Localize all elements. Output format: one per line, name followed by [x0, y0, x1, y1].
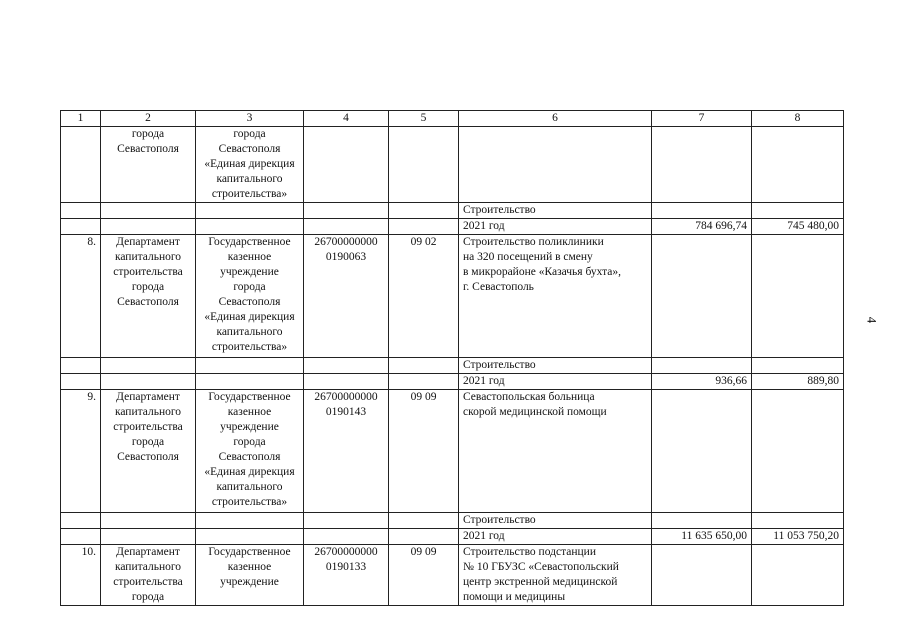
- table-cell-col3: [196, 513, 304, 529]
- table-cell-col6: Строительство: [459, 203, 652, 219]
- table-cell-col1: 8.: [61, 235, 101, 358]
- table-row: [61, 358, 844, 374]
- table-cell-col1: [61, 203, 101, 219]
- table-row: [61, 219, 844, 235]
- table-cell-col3: [196, 203, 304, 219]
- table-cell-col3: [196, 374, 304, 390]
- table-cell-col1: [61, 358, 101, 374]
- table-cell-col4: [304, 529, 389, 545]
- table-cell-col8: [752, 127, 844, 203]
- table-cell-col1: [61, 219, 101, 235]
- table-cell-col4: [304, 219, 389, 235]
- table-cell-col7: [652, 358, 752, 374]
- table-cell-col3: Государственное казенное учреждение города Севастополя «Единая дирекция капитального строительства»: [196, 235, 304, 358]
- table-cell-col5: [389, 529, 459, 545]
- table-cell-col5: 09 09: [389, 390, 459, 513]
- table-cell-col7: 11 635 650,00: [652, 529, 752, 545]
- table-cell-col1: [61, 513, 101, 529]
- table-cell-col5: 09 09: [389, 545, 459, 606]
- page-number: 4: [864, 316, 880, 324]
- header-cell-8: 8: [752, 111, 844, 127]
- header-cell-6: 6: [459, 111, 652, 127]
- table-row: [61, 513, 844, 529]
- table-cell-col6: Строительство: [459, 358, 652, 374]
- table-cell-col6: Севастопольская больница скорой медицинской помощи: [459, 390, 652, 513]
- header-cell-7: 7: [652, 111, 752, 127]
- table-cell-col8: 11 053 750,20: [752, 529, 844, 545]
- table-cell-col4: [304, 374, 389, 390]
- table-cell-col2: [101, 219, 196, 235]
- table-cell-col6: 2021 год: [459, 529, 652, 545]
- table-cell-col7: [652, 235, 752, 358]
- table-cell-col4: [304, 513, 389, 529]
- table-cell-col2: Департамент капитального строительства города: [101, 545, 196, 606]
- table-row: [61, 390, 844, 513]
- table-cell-col4: [304, 127, 389, 203]
- table-cell-col1: 9.: [61, 390, 101, 513]
- table-cell-col1: 10.: [61, 545, 101, 606]
- header-cell-1: 1: [61, 111, 101, 127]
- table-cell-col5: [389, 203, 459, 219]
- table-cell-col1: [61, 127, 101, 203]
- table-cell-col2: [101, 529, 196, 545]
- table-cell-col3: Государственное казенное учреждение: [196, 545, 304, 606]
- table-cell-col8: [752, 545, 844, 606]
- table-cell-col6: Строительство поликлиники на 320 посещений в смену в микрорайоне «Казачья бухта», г. Севастополь: [459, 235, 652, 358]
- table-cell-col1: [61, 374, 101, 390]
- table-cell-col7: [652, 390, 752, 513]
- header-cell-3: 3: [196, 111, 304, 127]
- table-row: [61, 235, 844, 358]
- table-cell-col6: Строительство подстанции № 10 ГБУЗС «Севастопольский центр экстренной медицинской помощи и медицины: [459, 545, 652, 606]
- table-cell-col3: [196, 358, 304, 374]
- table-cell-col8: [752, 235, 844, 358]
- table-cell-col5: 09 02: [389, 235, 459, 358]
- table-cell-col4: 26700000000 0190063: [304, 235, 389, 358]
- table-cell-col3: города Севастополя «Единая дирекция капитального строительства»: [196, 127, 304, 203]
- table-cell-col8: [752, 203, 844, 219]
- table-cell-col5: [389, 374, 459, 390]
- table-cell-col4: 26700000000 0190133: [304, 545, 389, 606]
- table-cell-col2: Департамент капитального строительства города Севастополя: [101, 235, 196, 358]
- table-cell-col8: [752, 390, 844, 513]
- header-row: [61, 111, 844, 127]
- table-row: [61, 529, 844, 545]
- table-cell-col8: [752, 513, 844, 529]
- table-cell-col7: [652, 545, 752, 606]
- table-cell-col2: [101, 203, 196, 219]
- table-cell-col1: [61, 529, 101, 545]
- header-cell-5: 5: [389, 111, 459, 127]
- table-row: [61, 374, 844, 390]
- table-cell-col6: Строительство: [459, 513, 652, 529]
- table-cell-col6: 2021 год: [459, 374, 652, 390]
- table-cell-col7: [652, 513, 752, 529]
- table-cell-col2: Департамент капитального строительства города Севастополя: [101, 390, 196, 513]
- table-row: [61, 127, 844, 203]
- table-cell-col7: 784 696,74: [652, 219, 752, 235]
- table-cell-col3: Государственное казенное учреждение города Севастополя «Единая дирекция капитального строительства»: [196, 390, 304, 513]
- header-cell-4: 4: [304, 111, 389, 127]
- table-row: [61, 545, 844, 606]
- table-cell-col3: [196, 529, 304, 545]
- table-cell-col5: [389, 358, 459, 374]
- table-cell-col5: [389, 219, 459, 235]
- table-cell-col6: 2021 год: [459, 219, 652, 235]
- budget-table: [60, 110, 844, 606]
- table-cell-col8: 745 480,00: [752, 219, 844, 235]
- table-cell-col2: города Севастополя: [101, 127, 196, 203]
- header-cell-2: 2: [101, 111, 196, 127]
- table-cell-col2: [101, 374, 196, 390]
- table-cell-col7: [652, 127, 752, 203]
- table-cell-col5: [389, 127, 459, 203]
- table-cell-col8: [752, 358, 844, 374]
- table-cell-col2: [101, 513, 196, 529]
- table-cell-col6: [459, 127, 652, 203]
- table-cell-col2: [101, 358, 196, 374]
- table-cell-col3: [196, 219, 304, 235]
- table-row: [61, 203, 844, 219]
- table-cell-col7: 936,66: [652, 374, 752, 390]
- table-cell-col7: [652, 203, 752, 219]
- table-cell-col4: [304, 358, 389, 374]
- table-cell-col8: 889,80: [752, 374, 844, 390]
- table-cell-col5: [389, 513, 459, 529]
- table-cell-col4: 26700000000 0190143: [304, 390, 389, 513]
- table-cell-col4: [304, 203, 389, 219]
